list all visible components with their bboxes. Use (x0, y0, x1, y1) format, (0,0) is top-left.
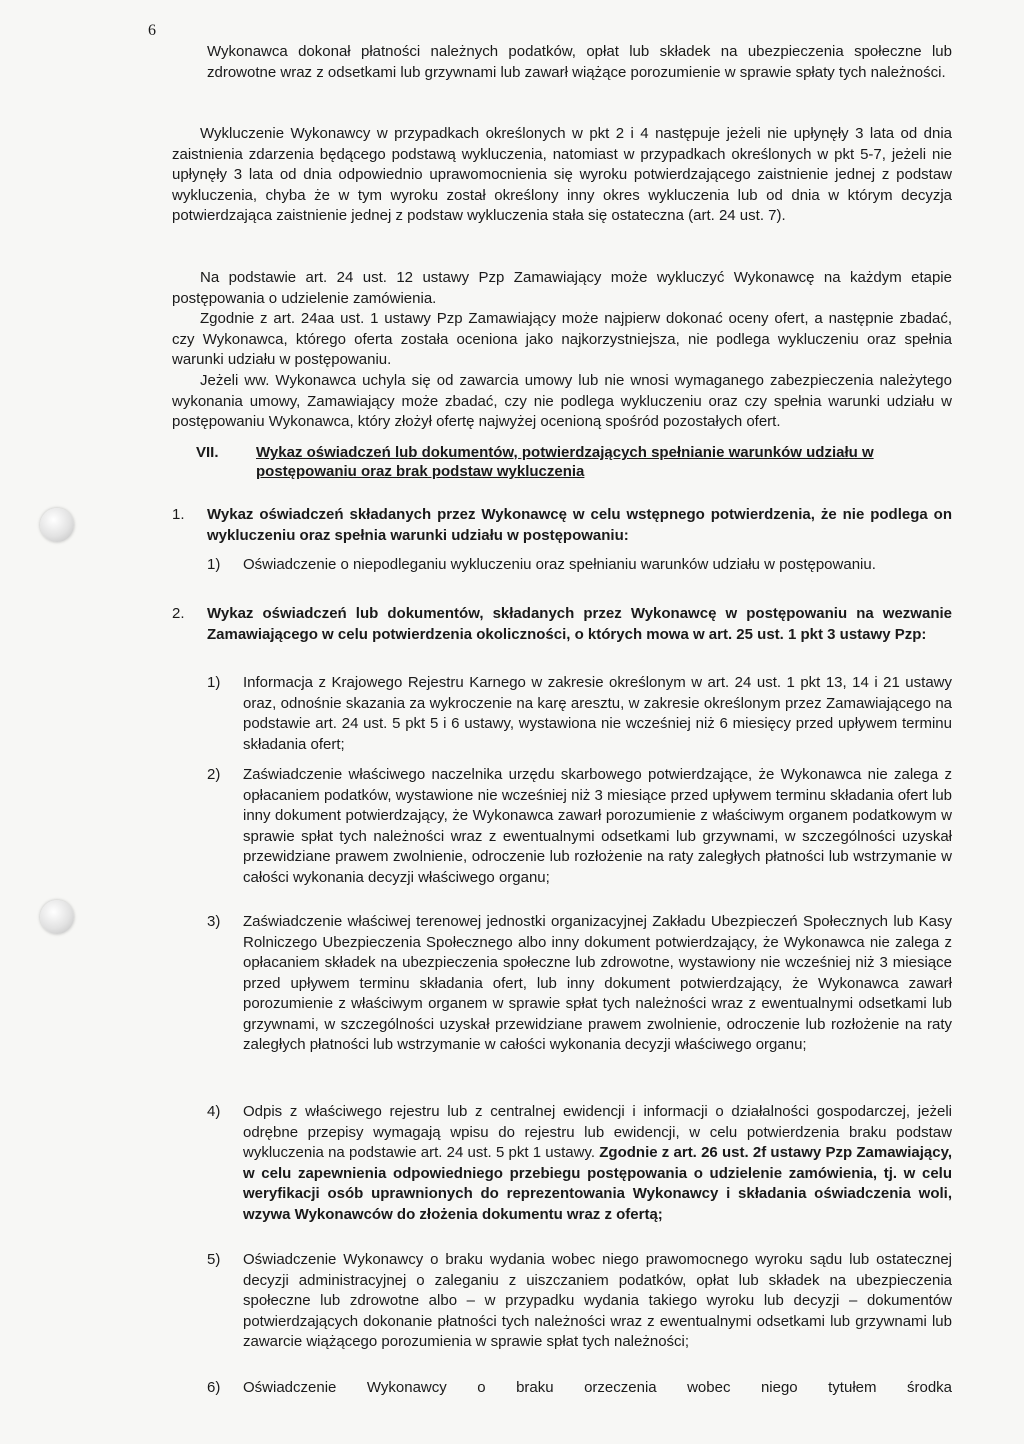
page-number: 6 (148, 22, 156, 39)
intro-paragraph-1: Wykonawca dokonał płatności należnych podatków, opłat lub składek na ubezpieczenia społeczne lub zdrowotne wraz z odsetkami lub grzywnami lub zawarł wiążące porozumienie w sprawie spłaty tych należności. (207, 43, 952, 81)
list2-item-4-number: 4) (207, 1103, 221, 1120)
punch-hole-top (40, 508, 74, 542)
list2-item-6-number: 6) (207, 1379, 221, 1396)
list2-item-4-plain: Odpis z właściwego rejestru lub z centralnej ewidencji i informacji o działalności gospodarczej, jeżeli odrębne przepisy wymagają wpisu do rejestru lub ewidencji, w celu potwierdzenia braku podstaw wykluczenia na podstawie art. 24 ust. 5 pkt 1 ustawy. (243, 1103, 952, 1161)
list2-number: 2. (172, 605, 185, 622)
list1-number: 1. (172, 506, 185, 523)
list2-title: Wykaz oświadczeń lub dokumentów, składanych przez Wykonawcę w postępowaniu na wezwanie Zamawiającego w celu potwierdzenia okoliczności, o których mowa w art. 25 ust. 1 pkt 3 ustawy Pzp: (207, 605, 952, 643)
intro-paragraph-4: Zgodnie z art. 24aa ust. 1 ustawy Pzp Zamawiający może najpierw dokonać oceny ofert, a następnie zbadać, czy Wykonawca, którego oferta została oceniona jako najkorzystniejsza, nie podlega wykluczeniu oraz spełnia warunki udziału w postępowaniu. (172, 310, 952, 368)
list2-item-4-bold: Zgodnie z art. 26 ust. 2f ustawy Pzp Zamawiający, w celu zapewnienia odpowiedniego przebiegu postępowania o udzielenie zamówienia, tj. w celu weryfikacji osób uprawnionych do reprezentowania Wykonawcy i składania oświadczenia woli, wzywa Wykonawców do złożenia dokumentu wraz z ofertą; (243, 1144, 952, 1223)
intro-paragraph-5: Jeżeli ww. Wykonawca uchyla się od zawarcia umowy lub nie wnosi wymaganego zabezpieczenia należytego wykonania umowy, Zamawiający może zbadać, czy nie podlega wykluczeniu oraz czy spełnia warunki udziału w postępowaniu Wykonawca, który złożył ofertę najwyżej ocenioną spośród pozostałych ofert. (172, 372, 952, 430)
section-title: Wykaz oświadczeń lub dokumentów, potwierdzających spełnianie warunków udziału w postępowaniu oraz brak podstaw wykluczenia (256, 444, 874, 480)
intro-paragraph-2: Wykluczenie Wykonawcy w przypadkach określonych w pkt 2 i 4 następuje jeżeli nie upłynęły 3 lata od dnia zaistnienia zdarzenia będącego podstawą wykluczenia, natomiast w przypadkach określonych w pkt 5-7, jeżeli nie upłynęły 3 lata od dnia odpowiednio uprawomocnienia się wyroku potwierdzającego zaistnienie jednej z podstaw wykluczenia, chyba że w tym wyroku został określony inny okres wykluczenia lub od dnia w którym decyzja potwierdzająca zaistnienie jednej z podstaw wykluczenia stała się ostateczna (art. 24 ust. 7). (172, 125, 952, 224)
list2-item-2-text: Zaświadczenie właściwego naczelnika urzędu skarbowego potwierdzające, że Wykonawca nie zalega z opłacaniem podatków, wystawione nie wcześniej niż 3 miesiące przed upływem terminu składania ofert lub inny dokument potwierdzający, że Wykonawca zawarł porozumienie z właściwym organem podatkowym w sprawie spłat tych należności wraz z ewentualnymi odsetkami lub grzywnami, w szczególności uzyskał przewidziane prawem zwolnienie, odroczenie lub rozłożenie na raty zaległych płatności lub wstrzymanie w całości wykonania decyzji właściwego organu; (243, 766, 952, 886)
section-number: VII. (196, 444, 219, 461)
list2-item-1-text: Informacja z Krajowego Rejestru Karnego w zakresie określonym w art. 24 ust. 1 pkt 13, 14 i 21 ustawy oraz, odnośnie skazania za wykroczenie na karę aresztu, w zakresie określonym przez Zamawiającego na podstawie art. 24 ust. 5 pkt 5 i 6 ustawy, wystawiona nie wcześniej niż 6 miesięcy przed upływem terminu składania ofert; (243, 674, 952, 753)
intro-paragraph-3: Na podstawie art. 24 ust. 12 ustawy Pzp Zamawiający może wykluczyć Wykonawcę na każdym etapie postępowania o udzielenie zamówienia. (172, 269, 952, 307)
list2-item-6-text: Oświadczenie Wykonawcy o braku orzeczenia wobec niego tytułem środka (243, 1379, 952, 1396)
list2-item-3-text: Zaświadczenie właściwej terenowej jednostki organizacyjnej Zakładu Ubezpieczeń Społecznych lub Kasy Rolniczego Ubezpieczenia Społecznego albo inny dokument potwierdzający, że Wykonawca nie zalega z opłacaniem składek na ubezpieczenia społeczne lub zdrowotne, wystawiony nie wcześniej niż 3 miesiące przed upływem terminu składania ofert, lub inny dokument potwierdzający, że Wykonawca zawarł porozumienie z właściwym organem w sprawie spłat tych należności wraz z ewentualnymi odsetkami lub grzywnami, w szczególności uzyskał przewidziane prawem zwolnienie, odroczenie lub rozłożenie na raty zaległych płatności lub wstrzymanie w całości wykonania decyzji właściwego organu; (243, 913, 952, 1053)
punch-hole-bottom (40, 900, 74, 934)
list2-item-5-text: Oświadczenie Wykonawcy o braku wydania wobec niego prawomocnego wyroku sądu lub ostatecznej decyzji administracyjnej o zaleganiu z uiszczaniem podatków, opłat lub składek na ubezpieczenia społeczne lub zdrowotne albo – w przypadku wydania takiego wyroku lub decyzji – dokumentów potwierdzających dokonanie płatności tych należności wraz z ewentualnymi odsetkami lub grzywnami lub zawarcie wiążącego porozumienia w sprawie spłat tych należności; (243, 1251, 952, 1350)
list1-item-1-number: 1) (207, 556, 221, 573)
list2-item-2-number: 2) (207, 766, 221, 783)
list2-item-5-number: 5) (207, 1251, 221, 1268)
list1-item-1-text: Oświadczenie o niepodleganiu wykluczeniu oraz spełnianiu warunków udziału w postępowaniu. (243, 556, 876, 573)
list2-item-4-text (243, 1102, 952, 1225)
list2-item-1-number: 1) (207, 674, 221, 691)
list1-title: Wykaz oświadczeń składanych przez Wykonawcę w celu wstępnego potwierdzenia, że nie podlega on wykluczeniu oraz spełnia warunki udziału w postępowaniu: (207, 506, 952, 544)
list2-item-3-number: 3) (207, 913, 221, 930)
